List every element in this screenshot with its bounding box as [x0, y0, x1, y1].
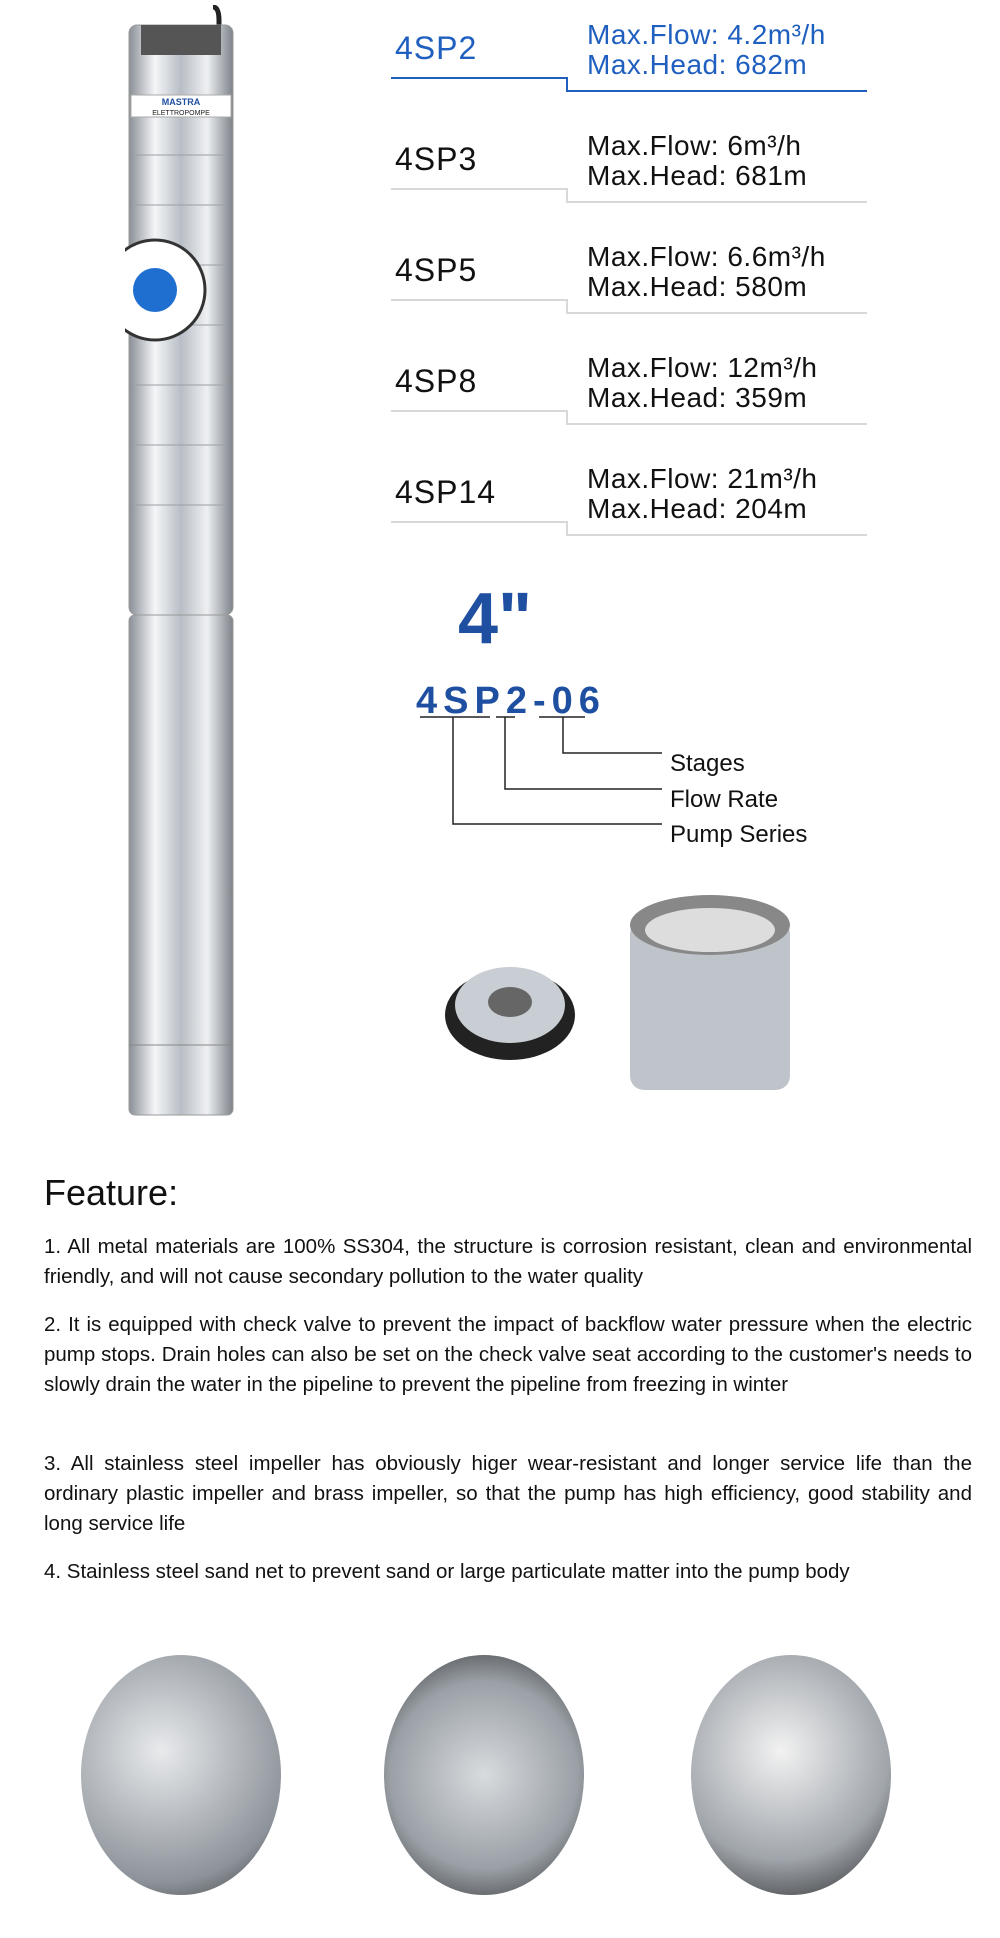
model-name: 4SP14 [395, 474, 497, 510]
detail-photo-impeller [81, 1655, 281, 1895]
divider [566, 534, 867, 536]
max-head: Max.Head: 580m [587, 271, 808, 302]
divider [391, 521, 568, 523]
divider [566, 90, 867, 92]
feature-item: 2. It is equipped with check valve to prevent the impact of backflow water pressure when the electric pump stops. Drain holes can also be set on the check valve seat according to the customer's needs to slowly drain the water in the pipeline to prevent the pipeline from freezing in winter [44, 1313, 972, 1396]
max-head: Max.Head: 682m [587, 49, 808, 80]
divider [391, 299, 568, 301]
model-spec [587, 464, 818, 524]
divider [566, 521, 568, 535]
feature-item: 1. All metal materials are 100% SS304, the structure is corrosion resistant, clean and environmental friendly, and will not cause secondary pollution to the water quality [44, 1235, 972, 1288]
feature-title: Feature: [44, 1172, 179, 1213]
model-row-4sp5[interactable] [391, 222, 877, 332]
divider [566, 201, 867, 203]
svg-text:MASTRA: MASTRA [161, 97, 201, 107]
model-row-4sp2[interactable] [391, 0, 877, 110]
model-name: 4SP5 [395, 252, 478, 288]
max-flow: Max.Flow: 12m³/h [587, 352, 818, 383]
model-row-4sp14[interactable] [391, 444, 877, 554]
model-code: 4SP2-06 [416, 680, 606, 722]
max-flow: Max.Flow: 4.2m³/h [587, 19, 826, 50]
model-name: 4SP2 [395, 30, 478, 66]
model-row-4sp3[interactable] [391, 111, 877, 221]
model-spec [587, 131, 807, 191]
feature-item: 3. All stainless steel impeller has obviously higer wear-resistant and longer service life than the ordinary plastic impeller and brass impeller, so that the pump has high efficiency, good stability and long service life [44, 1452, 972, 1535]
divider [566, 299, 568, 313]
code-diagram-lines [400, 715, 670, 845]
max-head: Max.Head: 681m [587, 160, 808, 191]
model-spec [587, 20, 826, 80]
model-row-4sp8[interactable] [391, 333, 877, 443]
divider [391, 188, 568, 190]
divider [566, 77, 568, 91]
model-name: 4SP3 [395, 141, 478, 177]
model-spec [587, 353, 818, 413]
divider [566, 188, 568, 202]
max-flow: Max.Flow: 6m³/h [587, 130, 802, 161]
divider [566, 312, 867, 314]
divider [391, 77, 568, 79]
pump-image [125, 5, 237, 1125]
divider [391, 410, 568, 412]
check-valve-parts-image [440, 890, 820, 1105]
svg-text:ELETTROPOMPE: ELETTROPOMPE [152, 110, 210, 117]
detail-photo-outlet [691, 1655, 891, 1895]
pump-size: 4" [458, 579, 533, 659]
max-head: Max.Head: 359m [587, 382, 808, 413]
divider [566, 423, 867, 425]
model-spec [587, 242, 826, 302]
detail-photo-cable-guard [384, 1655, 584, 1895]
model-name: 4SP8 [395, 363, 478, 399]
label-flow-rate: Flow Rate [670, 786, 779, 813]
divider [566, 410, 568, 424]
feature-item: 4. Stainless steel sand net to prevent sand or large particulate matter into the pump body [44, 1560, 850, 1583]
max-flow: Max.Flow: 21m³/h [587, 463, 818, 494]
max-flow: Max.Flow: 6.6m³/h [587, 241, 826, 272]
label-pump-series: Pump Series [670, 821, 808, 848]
max-head: Max.Head: 204m [587, 493, 808, 524]
label-stages: Stages [670, 750, 745, 777]
